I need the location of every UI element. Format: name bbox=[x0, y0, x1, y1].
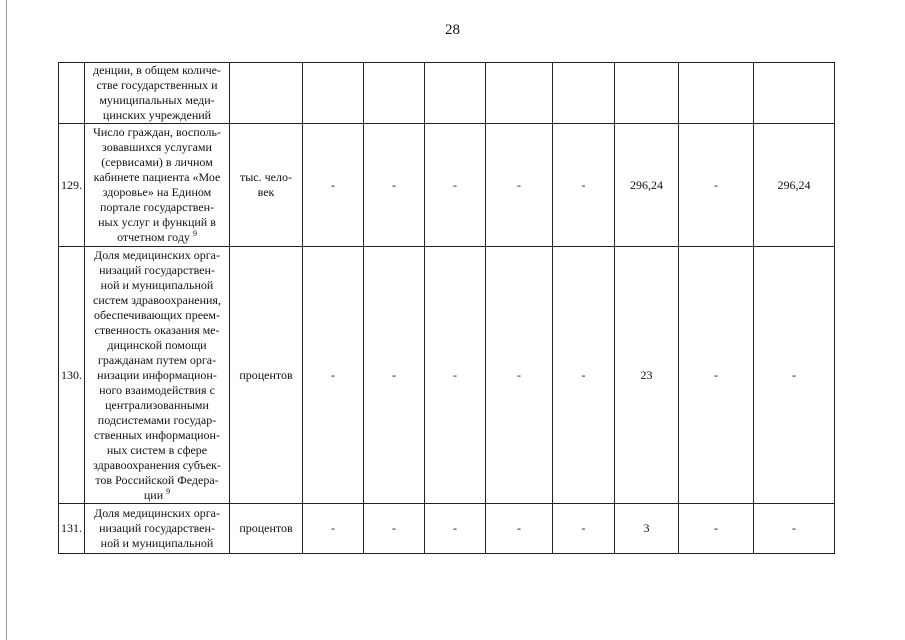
table-row bbox=[59, 63, 835, 124]
indicator-name-line bbox=[85, 473, 229, 488]
indicator-name-line bbox=[85, 170, 229, 185]
indicator-name-text: низаций государствен- bbox=[99, 262, 215, 277]
indicator-name-line bbox=[85, 248, 229, 263]
indicator-name-text: низации информацион- bbox=[97, 367, 217, 382]
unit-line: век bbox=[257, 185, 275, 199]
indicator-name-text: (сервисами) в личном bbox=[101, 155, 213, 169]
indicator-name bbox=[85, 504, 230, 554]
indicator-name-text: дицинской помощи bbox=[107, 337, 207, 352]
value-cell bbox=[553, 63, 615, 124]
indicator-name-line bbox=[85, 536, 229, 551]
value-cell: - bbox=[553, 124, 615, 247]
value-cell: - bbox=[364, 504, 425, 554]
indicator-name-line bbox=[85, 63, 229, 78]
value-cell: - bbox=[364, 247, 425, 504]
indicator-name-text: гражданам путем орга- bbox=[97, 352, 217, 367]
table-row bbox=[59, 504, 835, 554]
indicator-name-text: муниципальных меди- bbox=[99, 93, 215, 107]
indicator-name-line bbox=[85, 200, 229, 215]
indicator-name-text: кабинете пациента «Мое bbox=[93, 170, 221, 184]
value-cell: - bbox=[679, 504, 754, 554]
indicator-name-line bbox=[85, 140, 229, 155]
value-cell: - bbox=[486, 247, 553, 504]
page-left-rule bbox=[6, 0, 7, 640]
unit-of-measure bbox=[230, 247, 303, 504]
indicator-name-line bbox=[85, 521, 229, 536]
indicator-name-line bbox=[85, 488, 229, 503]
row-number bbox=[59, 63, 85, 124]
indicator-name-line bbox=[85, 278, 229, 293]
indicator-name-line bbox=[85, 125, 229, 140]
indicator-name-line bbox=[85, 323, 229, 338]
indicator-name-text: подсистемами государ- bbox=[97, 412, 217, 427]
value-cell: - bbox=[303, 124, 364, 247]
value-cell bbox=[679, 63, 754, 124]
indicator-name-text: Доля медицинских орга- bbox=[94, 247, 220, 262]
indicator-name-text: тов Российской Федера- bbox=[95, 472, 219, 487]
indicator-name-text: обеспечивающих преем- bbox=[94, 307, 220, 322]
value-cell bbox=[754, 63, 835, 124]
value-cell bbox=[303, 63, 364, 124]
indicator-name-text: денции, в общем количе- bbox=[93, 63, 221, 77]
indicator-name-text: ной и муниципальной bbox=[100, 536, 214, 550]
indicator-name-text: ственных информацион- bbox=[94, 427, 220, 442]
indicator-name-text: ных услуг и функций в bbox=[98, 215, 216, 229]
indicator-name bbox=[85, 63, 230, 124]
page-number: 28 bbox=[445, 22, 460, 38]
indicator-name-text: Число граждан, восполь- bbox=[93, 125, 221, 139]
indicator-name-text: ции bbox=[143, 487, 164, 502]
value-cell: - bbox=[425, 124, 486, 247]
indicator-name-text: централизованными bbox=[105, 397, 209, 412]
unit-line: тыс. чело- bbox=[240, 170, 292, 184]
indicator-name-text: Доля медицинских орга- bbox=[94, 506, 220, 520]
value-cell: 296,24 bbox=[754, 124, 835, 247]
value-cell: - bbox=[754, 247, 835, 504]
footnote-marker: 9 bbox=[166, 486, 171, 496]
value-cell: - bbox=[486, 124, 553, 247]
value-cell: - bbox=[425, 247, 486, 504]
indicator-name-line bbox=[85, 215, 229, 230]
row-number: 129. bbox=[59, 124, 85, 247]
value-cell: 23 bbox=[615, 247, 679, 504]
indicator-name-line bbox=[85, 413, 229, 428]
value-cell: 3 bbox=[615, 504, 679, 554]
indicator-name-line bbox=[85, 383, 229, 398]
indicator-name-text: ной и муниципальной bbox=[100, 277, 214, 292]
indicator-name-line bbox=[85, 338, 229, 353]
value-cell bbox=[486, 63, 553, 124]
indicator-name-line bbox=[85, 93, 229, 108]
indicator-name bbox=[85, 247, 230, 504]
footnote-marker: 9 bbox=[192, 229, 197, 238]
indicator-name-text: систем здравоохранения, bbox=[93, 292, 221, 307]
value-cell: 296,24 bbox=[615, 124, 679, 247]
indicator-name-text: низаций государствен- bbox=[99, 521, 215, 535]
indicator-name-line bbox=[85, 155, 229, 170]
indicator-name-text: здравоохранения субъек- bbox=[93, 457, 221, 472]
indicator-name-text: ственность оказания ме- bbox=[94, 322, 220, 337]
indicator-name-line bbox=[85, 458, 229, 473]
indicator-name-line bbox=[85, 185, 229, 200]
value-cell: - bbox=[486, 504, 553, 554]
indicator-name-text: зовавшихся услугами bbox=[102, 140, 212, 154]
value-cell: - bbox=[553, 504, 615, 554]
unit-line: процентов bbox=[239, 521, 293, 535]
indicator-name-line bbox=[85, 443, 229, 458]
value-cell: - bbox=[553, 247, 615, 504]
indicator-name-text: ных систем в сфере bbox=[106, 442, 208, 457]
row-number: 131. bbox=[59, 504, 85, 554]
value-cell: - bbox=[679, 247, 754, 504]
indicator-name-text: цинских учреждений bbox=[102, 108, 212, 122]
value-cell: - bbox=[754, 504, 835, 554]
indicator-name bbox=[85, 124, 230, 247]
table-body bbox=[59, 63, 835, 554]
unit-of-measure bbox=[230, 124, 303, 247]
table-row bbox=[59, 124, 835, 247]
value-cell: - bbox=[303, 504, 364, 554]
indicator-name-line bbox=[85, 428, 229, 443]
indicator-name-line bbox=[85, 398, 229, 413]
indicator-name-line bbox=[85, 368, 229, 383]
value-cell: - bbox=[425, 504, 486, 554]
unit-line: процентов bbox=[239, 367, 293, 382]
indicator-name-text: отчетном году bbox=[117, 230, 190, 244]
indicator-name-text: портале государствен- bbox=[99, 200, 215, 214]
indicator-name-text: ного взаимодействия с bbox=[99, 382, 215, 397]
indicator-name-line bbox=[85, 78, 229, 93]
indicator-name-text: здоровье» на Едином bbox=[102, 185, 212, 199]
value-cell: - bbox=[679, 124, 754, 247]
indicator-name-line bbox=[85, 263, 229, 278]
indicator-name-line bbox=[85, 353, 229, 368]
value-cell: - bbox=[303, 247, 364, 504]
indicator-name-line bbox=[85, 108, 229, 123]
row-number: 130. bbox=[59, 247, 85, 504]
indicator-name-line bbox=[85, 230, 229, 245]
value-cell bbox=[364, 63, 425, 124]
indicator-name-line bbox=[85, 506, 229, 521]
indicator-name-line bbox=[85, 308, 229, 323]
table-row bbox=[59, 247, 835, 504]
unit-of-measure bbox=[230, 63, 303, 124]
indicator-name-text: стве государственных и bbox=[96, 78, 218, 92]
value-cell: - bbox=[364, 124, 425, 247]
indicator-table bbox=[58, 62, 835, 554]
unit-of-measure bbox=[230, 504, 303, 554]
indicator-name-line bbox=[85, 293, 229, 308]
value-cell bbox=[615, 63, 679, 124]
value-cell bbox=[425, 63, 486, 124]
